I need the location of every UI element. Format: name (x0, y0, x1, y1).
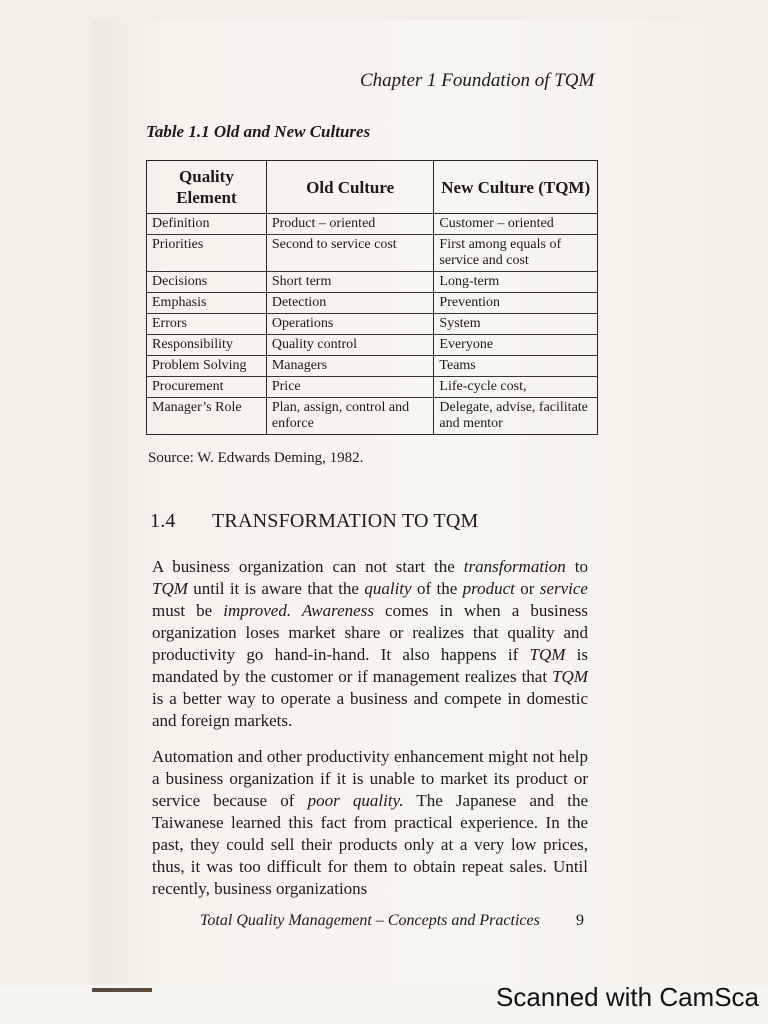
table-cell: Operations (266, 314, 434, 335)
text-run: Automation and other productivity enhancement might not help a business organization if it is unable to market its product or service because of (152, 747, 588, 810)
table-header-row (147, 161, 598, 214)
emphasis-run: product (462, 579, 515, 598)
section-title: TRANSFORMATION TO TQM (212, 510, 479, 532)
table-cell: Delegate, advise, facilitate and mentor (434, 398, 598, 435)
text-run: must be (152, 601, 224, 620)
table-cell: Detection (266, 293, 434, 314)
page-number: 9 (576, 912, 584, 929)
body-paragraph-1 (152, 556, 588, 732)
emphasis-run: poor quality. (307, 791, 404, 810)
table-cell: Customer – oriented (434, 214, 598, 235)
table-cell: Responsibility (147, 335, 267, 356)
text-run: until it is aware that the (187, 579, 365, 598)
table-cell: Errors (147, 314, 267, 335)
table-row (147, 314, 598, 335)
table-cell: Prevention (434, 293, 598, 314)
column-header: Old Culture (266, 161, 434, 214)
table-cell: Problem Solving (147, 356, 267, 377)
table-cell: Priorities (147, 235, 267, 272)
table-caption: Table 1.1 Old and New Cultures (146, 122, 371, 141)
emphasis-run: quality (364, 579, 412, 598)
table-cell: Quality control (266, 335, 434, 356)
emphasis-run: TQM (152, 579, 188, 598)
table-cell: Second to service cost (266, 235, 434, 272)
running-footer: Total Quality Management – Concepts and Practices (200, 912, 540, 929)
text-run: of the (411, 579, 463, 598)
table-cell: System (434, 314, 598, 335)
text-run: The Japanese and the Taiwanese learned this fact from practical experience. In the past, they could sell their products only at a very low prices, thus, it was too difficult for them to obtain repeat sales. Until recently, business organizations (152, 791, 588, 898)
table-cell: Procurement (147, 377, 267, 398)
table-cell: Emphasis (147, 293, 267, 314)
text-run: or (514, 579, 540, 598)
section-number: 1.4 (150, 510, 176, 532)
table-cell: Life-cycle cost, (434, 377, 598, 398)
emphasis-run: TQM (529, 645, 566, 664)
table-row (147, 214, 598, 235)
table-cell: First among equals of service and cost (434, 235, 598, 272)
cultures-table (146, 160, 598, 435)
column-header: Quality Element (147, 161, 267, 214)
table-row (147, 235, 598, 272)
table-row (147, 398, 598, 435)
column-header: New Culture (TQM) (434, 161, 598, 214)
text-run: to (565, 557, 588, 576)
table-cell: Definition (147, 214, 267, 235)
table-row (147, 356, 598, 377)
table-row (147, 377, 598, 398)
table-row (147, 272, 598, 293)
section-heading (150, 510, 478, 533)
emphasis-run: service (539, 579, 588, 598)
table-cell: Managers (266, 356, 434, 377)
table-cell: Long-term (434, 272, 598, 293)
scanner-watermark: Scanned with CamSca (496, 982, 760, 1012)
table-cell: Plan, assign, control and enforce (266, 398, 434, 435)
table-cell: Short term (266, 272, 434, 293)
table-row (147, 293, 598, 314)
text-run: is a better way to operate a business and compete in domestic and foreign markets. (152, 689, 588, 730)
table-cell: Decisions (147, 272, 267, 293)
text-run: is mandated by the customer or if management realizes that (152, 645, 588, 686)
table-cell: Product – oriented (266, 214, 434, 235)
table-row (147, 335, 598, 356)
page-edge-shadow (92, 988, 152, 992)
running-header: Chapter 1 Foundation of TQM (360, 70, 595, 91)
emphasis-run: improved. Awareness (223, 601, 374, 620)
text-run: A business organization can not start the (152, 557, 464, 576)
table-cell: Everyone (434, 335, 598, 356)
text-run: comes in when a business organization loses market share or realizes that quality and productivity go hand-in-hand. It also happens if (152, 601, 588, 664)
emphasis-run: transformation (463, 557, 566, 576)
emphasis-run: TQM (552, 667, 588, 686)
table-cell: Price (266, 377, 434, 398)
body-paragraph-2 (152, 746, 588, 900)
table-cell: Teams (434, 356, 598, 377)
table-cell: Manager’s Role (147, 398, 267, 435)
table-source-note: Source: W. Edwards Deming, 1982. (148, 450, 364, 466)
